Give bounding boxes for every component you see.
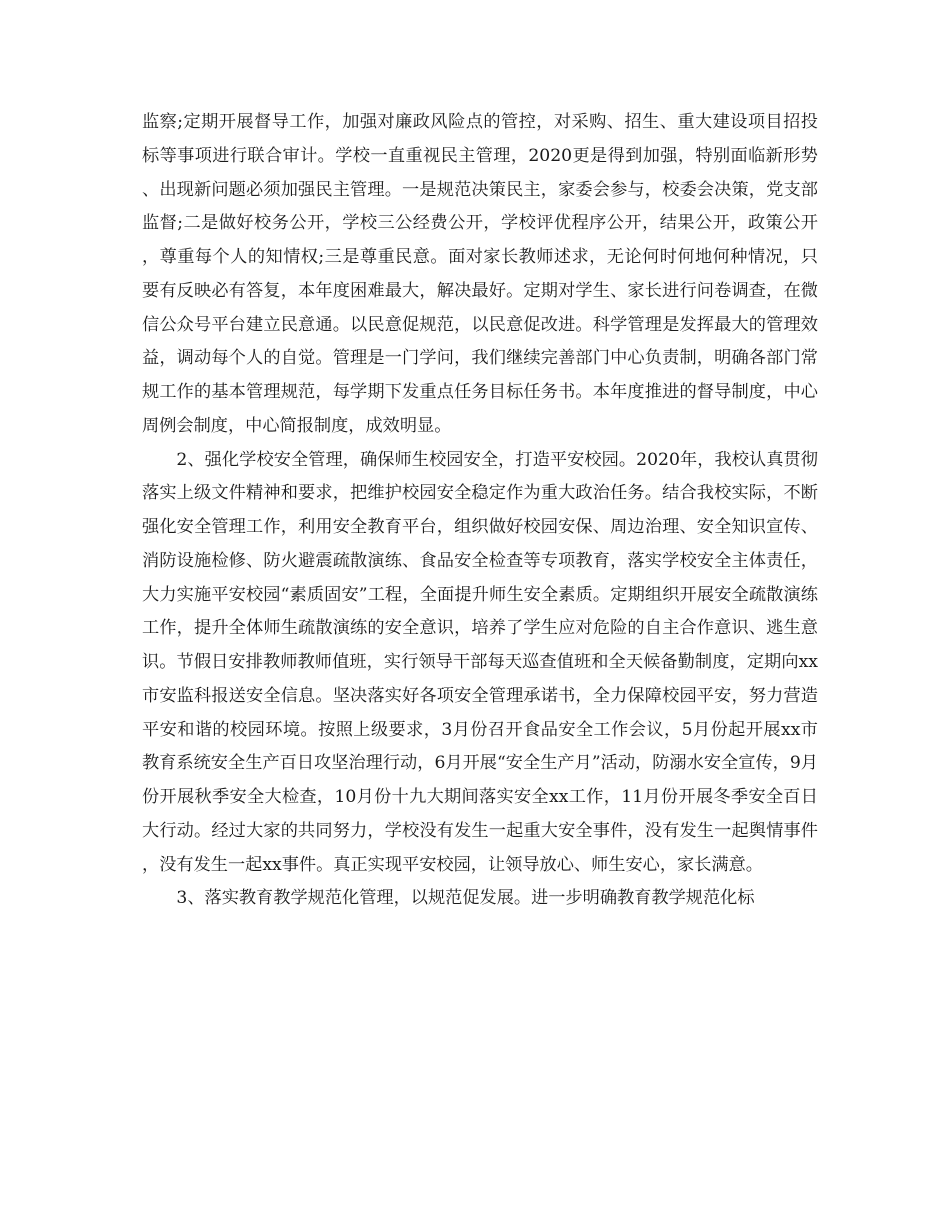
paragraph-2: 2、强化学校安全管理，确保师生校园安全，打造平安校园。2020年，我校认真贯彻落实上级文件精神和要求，把维护校园安全稳定作为重大政治任务。结合我校实际，不断强化安全管理工作，利用安全教育平台，组织做好校园安保、周边治理、安全知识宣传、消防设施检修、防火避震疏散演练、食品安全检查等专项教育，落实学校安全主体责任，大力实施平安校园“素质固安”工程，全面提升师生安全素质。定期组织开展安全疏散演练工作，提升全体师生疏散演练的安全意识，培养了学生应对危险的自主合作意识、逃生意识。节假日安排教师教师值班，实行领导干部每天巡查值班和全天候备勤制度，定期向xx市安监科报送安全信息。坚决落实好各项安全管理承诺书，全力保障校园平安，努力营造平安和谐的校园环境。按照上级要求，3月份召开食品安全工作会议，5月份起开展xx市教育系统安全生产百日攻坚治理行动，6月开展“安全生产月”活动，防溺水安全宣传，9月份开展秋季安全大检查，10月份十九大期间落实安全xx工作，11月份开展冬季安全百日大行动。经过大家的共同努力，学校没有发生一起重大安全事件，没有发生一起舆情事件，没有发生一起xx事件。真正实现平安校园，让领导放心、师生安心，家长满意。 — [142, 449, 818, 875]
paragraph-3: 3、落实教育教学规范化管理，以规范促发展。进一步明确教育教学规范化标 — [176, 888, 755, 909]
document-body — [142, 106, 818, 916]
paragraph-1: 监察;定期开展督导工作，加强对廉政风险点的管控，对采购、招生、重大建设项目招投标等事项进行联合审计。学校一直重视民主管理，2020更是得到加强，特别面临新形势、出现新问题必须加强民主管理。一是规范决策民主，家委会参与，校委会决策，党支部监督;二是做好校务公开，学校三公经费公开，学校评优程序公开，结果公开，政策公开，尊重每个人的知情权;三是尊重民意。面对家长教师述求，无论何时何地何种情况，只要有反映必有答复，本年度困难最大，解决最好。定期对学生、家长进行问卷调查，在微信公众号平台建立民意通。以民意促规范，以民意促改进。科学管理是发挥最大的管理效益，调动每个人的自觉。管理是一门学问，我们继续完善部门中心负责制，明确各部门常规工作的基本管理规范，每学期下发重点任务目标任务书。本年度推进的督导制度，中心周例会制度，中心简报制度，成效明显。 — [142, 112, 818, 436]
